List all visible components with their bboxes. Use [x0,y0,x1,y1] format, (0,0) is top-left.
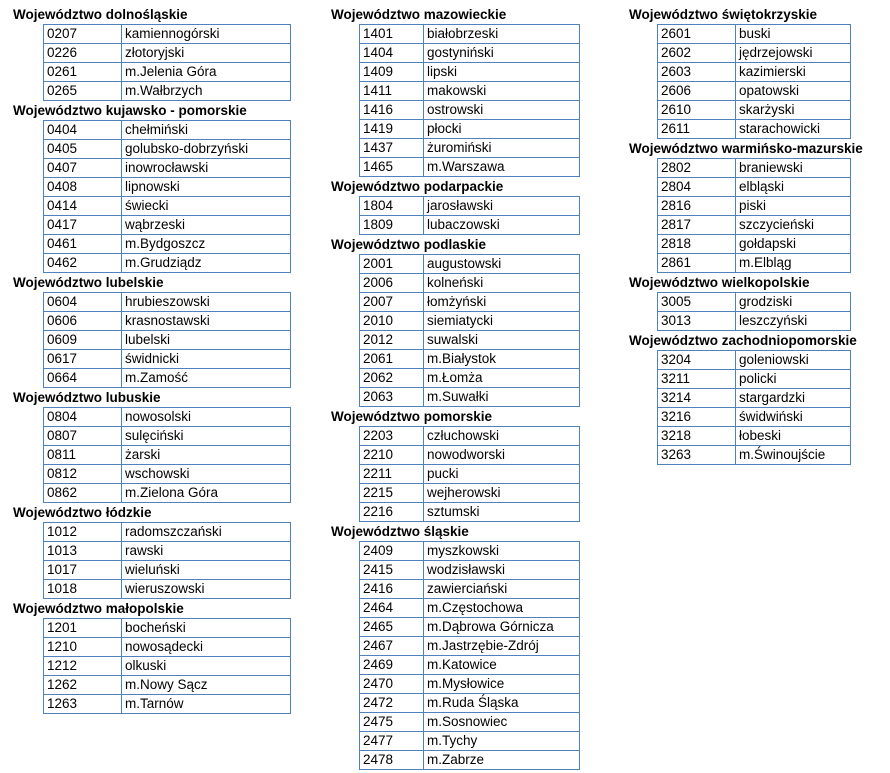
county-code: 1411 [360,82,424,101]
column-3 [629,5,863,465]
county-code: 1018 [44,580,122,599]
county-name: nowosądecki [122,638,291,657]
county-code: 0405 [44,140,122,159]
county-name: człuchowski [427,428,500,443]
table-row [360,120,580,139]
voivodeship-title: Województwo dolnośląskie [13,7,188,22]
table-row [44,159,291,178]
county-name: bocheński [125,620,186,635]
county-name: m.Suwałki [424,388,580,407]
county-code: 2475 [360,713,424,732]
table-row [658,446,851,465]
county-code: 1404 [360,44,424,63]
county-code: 0207 [44,25,122,44]
table-row [360,427,580,446]
table-row [44,197,291,216]
table-row [44,63,291,82]
county-name: kolneński [424,274,580,293]
county-code: 3204 [658,351,736,370]
county-name: świdwiński [736,408,851,427]
table-row [360,216,580,235]
county-table [359,254,580,407]
county-name: lubelski [122,331,291,350]
county-code: 0408 [44,178,122,197]
table-row [360,656,580,675]
table-row [658,120,851,139]
county-name: m.Częstochowa [424,599,580,618]
county-code: 1437 [360,139,424,158]
voivodeship-title: Województwo kujawsko - pomorskie [13,103,247,118]
table-row [44,619,291,638]
county-code: 0461 [44,235,122,254]
county-code: 2211 [360,465,424,484]
county-code: 0862 [44,484,122,503]
county-table [657,158,851,273]
table-row [44,523,291,542]
table-row [360,637,580,656]
county-name: wodzisławski [424,561,580,580]
county-name: m.Białystok [424,350,580,369]
table-row [360,618,580,637]
county-code: 0407 [44,159,122,178]
table-row [658,216,851,235]
table-row [360,446,580,465]
county-code: 2470 [360,675,424,694]
county-code: 2465 [360,618,424,637]
table-row [360,293,580,312]
county-table [43,618,291,714]
table-row [658,159,851,178]
county-table [657,350,851,465]
county-name: myszkowski [427,543,500,558]
county-code: 2210 [360,446,424,465]
county-name: leszczyński [736,312,851,331]
county-name: m.Jelenia Góra [122,63,291,82]
table-row [44,408,291,427]
table-row [360,388,580,407]
county-code: 3013 [658,312,736,331]
table-row [360,732,580,751]
county-table [657,24,851,139]
county-table [43,120,291,273]
county-code: 2611 [658,120,736,139]
county-code: 2610 [658,101,736,120]
county-code: 3211 [658,370,736,389]
table-row [658,312,851,331]
county-name: rawski [122,542,291,561]
county-name: inowrocławski [122,159,291,178]
county-code: 1419 [360,120,424,139]
county-code: 2416 [360,580,424,599]
table-row [360,274,580,293]
county-code: 2477 [360,732,424,751]
county-name: lipski [424,63,580,82]
county-code: 3216 [658,408,736,427]
table-row [658,63,851,82]
county-name: elbląski [736,178,851,197]
county-code: 2467 [360,637,424,656]
county-name: świdnicki [122,350,291,369]
county-code: 1263 [44,695,122,714]
table-row [360,350,580,369]
county-name: m.Zielona Góra [122,484,291,503]
county-code: 2415 [360,561,424,580]
table-row [44,446,291,465]
county-code: 3005 [658,293,736,312]
county-code: 2478 [360,751,424,770]
table-row [360,465,580,484]
county-name: m.Ruda Śląska [424,694,580,713]
county-code: 0226 [44,44,122,63]
voivodeship-title: Województwo lubelskie [13,275,164,290]
table-row [360,484,580,503]
county-code: 2817 [658,216,736,235]
county-code: 0462 [44,254,122,273]
table-row [360,101,580,120]
county-name: hrubieszowski [125,294,210,309]
table-row [360,158,580,177]
county-code: 2216 [360,503,424,522]
table-row [360,139,580,158]
county-table [43,407,291,503]
county-code: 1465 [360,158,424,177]
county-name: żuromiński [424,139,580,158]
county-code: 2602 [658,44,736,63]
county-table [43,292,291,388]
county-name: m.Tychy [424,732,580,751]
table-row [658,254,851,273]
county-name: policki [736,370,851,389]
county-code: 0606 [44,312,122,331]
table-row [44,561,291,580]
table-row [44,369,291,388]
county-code: 1013 [44,542,122,561]
voivodeship-title: Województwo zachodniopomorskie [629,333,857,348]
county-name: łobeski [736,427,851,446]
county-name: m.Łomża [424,369,580,388]
county-code: 1017 [44,561,122,580]
county-code: 0811 [44,446,122,465]
table-row [44,293,291,312]
table-row [360,197,580,216]
table-row [360,713,580,732]
county-code: 1262 [44,676,122,695]
table-row [44,140,291,159]
county-table [359,196,580,235]
county-name: wejherowski [424,484,580,503]
county-name: złotoryjski [122,44,291,63]
voivodeship-title: Województwo warmińsko-mazurskie [629,141,863,156]
table-row [44,178,291,197]
table-row [44,312,291,331]
county-name: jarosławski [427,198,494,213]
table-row [44,121,291,140]
table-row [658,389,851,408]
county-code: 2472 [360,694,424,713]
county-code: 3214 [658,389,736,408]
county-code: 2062 [360,369,424,388]
county-name: szczycieński [736,216,851,235]
table-row [44,350,291,369]
table-row [658,82,851,101]
table-row [360,312,580,331]
table-row [44,25,291,44]
county-code: 1212 [44,657,122,676]
county-name: jędrzejowski [736,44,851,63]
county-name: wieruszowski [122,580,291,599]
voivodeship-title: Województwo podarpackie [331,179,504,194]
county-code: 2469 [360,656,424,675]
table-row [658,178,851,197]
county-name: skarżyski [736,101,851,120]
table-row [658,25,851,44]
table-row [360,751,580,770]
county-name: goleniowski [739,352,809,367]
table-row [360,542,580,561]
county-name: pucki [424,465,580,484]
table-row [360,561,580,580]
table-row [44,427,291,446]
table-row [44,580,291,599]
county-code: 0417 [44,216,122,235]
table-row [658,408,851,427]
county-code: 0404 [44,121,122,140]
county-code: 2203 [360,427,424,446]
county-name: wąbrzeski [122,216,291,235]
county-name: wschowski [122,465,291,484]
table-row [658,44,851,63]
county-code: 2010 [360,312,424,331]
county-name: lubaczowski [424,216,580,235]
table-row [44,331,291,350]
table-row [360,25,580,44]
county-name: opatowski [736,82,851,101]
table-row [44,695,291,714]
county-name: kamiennogórski [125,26,220,41]
county-name: m.Katowice [424,656,580,675]
county-code: 2861 [658,254,736,273]
county-name: lipnowski [122,178,291,197]
table-row [658,101,851,120]
table-row [658,197,851,216]
voivodeship-title: Województwo świętokrzyskie [629,7,818,22]
county-code: 2215 [360,484,424,503]
table-row [44,82,291,101]
county-name: m.Zabrze [424,751,580,770]
county-code: 1012 [44,523,122,542]
table-row [44,254,291,273]
county-name: piski [736,197,851,216]
table-row [360,599,580,618]
county-code: 2464 [360,599,424,618]
county-name: m.Bydgoszcz [122,235,291,254]
county-code: 1201 [44,619,122,638]
table-row [44,235,291,254]
table-row [44,676,291,695]
county-code: 0265 [44,82,122,101]
county-code: 0261 [44,63,122,82]
county-code: 0807 [44,427,122,446]
county-name: płocki [424,120,580,139]
county-name: białobrzeski [427,26,499,41]
county-code: 3218 [658,427,736,446]
county-code: 3263 [658,446,736,465]
county-name: olkuski [122,657,291,676]
county-table [657,292,851,331]
table-row [360,369,580,388]
county-name: starachowicki [736,120,851,139]
county-table [359,426,580,522]
county-code: 2001 [360,255,424,274]
county-name: gołdapski [736,235,851,254]
county-code: 2007 [360,293,424,312]
voivodeship-title: Województwo wielkopolskie [629,275,810,290]
county-name: m.Sosnowiec [424,713,580,732]
county-code: 0604 [44,293,122,312]
county-code: 2606 [658,82,736,101]
county-code: 2818 [658,235,736,254]
table-row [360,82,580,101]
county-code: 0609 [44,331,122,350]
column-2 [331,5,580,770]
county-name: sulęciński [122,427,291,446]
county-code: 2061 [360,350,424,369]
county-table [43,522,291,599]
county-code: 2802 [658,159,736,178]
column-1 [13,5,291,714]
county-code: 1409 [360,63,424,82]
county-code: 1401 [360,25,424,44]
voivodeship-title: Województwo podlaskie [331,237,487,252]
county-name: m.Zamość [122,369,291,388]
county-name: m.Grudziądz [122,254,291,273]
county-name: siemiatycki [424,312,580,331]
county-name: ostrowski [424,101,580,120]
county-code: 2063 [360,388,424,407]
table-row [44,638,291,657]
voivodeship-title: Województwo małopolskie [13,601,184,616]
county-name: nowosolski [125,409,192,424]
county-code: 1210 [44,638,122,657]
voivodeship-title: Województwo łódzkie [13,505,152,520]
voivodeship-title: Województwo śląskie [331,524,469,539]
table-row [360,63,580,82]
county-name: żarski [122,446,291,465]
county-name: kazimierski [736,63,851,82]
county-code: 2804 [658,178,736,197]
table-row [44,465,291,484]
county-name: grodziski [739,294,793,309]
county-code: 2816 [658,197,736,216]
table-row [360,675,580,694]
table-row [44,216,291,235]
county-code: 2006 [360,274,424,293]
county-table [359,24,580,177]
county-name: suwalski [424,331,580,350]
county-name: zawierciański [424,580,580,599]
county-name: buski [739,26,771,41]
county-name: m.Mysłowice [424,675,580,694]
table-row [44,44,291,63]
county-name: chełmiński [125,122,189,137]
table-row [44,484,291,503]
voivodeship-title: Województwo lubuskie [13,390,161,405]
county-name: makowski [424,82,580,101]
table-row [360,44,580,63]
voivodeship-title: Województwo mazowieckie [331,7,507,22]
county-name: m.Tarnów [122,695,291,714]
county-name: świecki [122,197,291,216]
county-name: m.Świnoujście [736,446,851,465]
county-code: 0617 [44,350,122,369]
county-name: m.Elbląg [736,254,851,273]
county-name: sztumski [424,503,580,522]
county-code: 0812 [44,465,122,484]
table-row [44,657,291,676]
county-name: radomszczański [125,524,222,539]
county-code: 0664 [44,369,122,388]
table-row [44,542,291,561]
table-row [658,370,851,389]
county-name: gostyniński [424,44,580,63]
table-row [658,235,851,254]
table-row [658,293,851,312]
county-name: m.Dąbrowa Górnicza [424,618,580,637]
county-code: 0414 [44,197,122,216]
county-code: 2409 [360,542,424,561]
county-code: 2012 [360,331,424,350]
county-name: golubsko-dobrzyński [122,140,291,159]
county-name: krasnostawski [122,312,291,331]
county-name: m.Jastrzębie-Zdrój [424,637,580,656]
table-row [360,255,580,274]
voivodeship-title: Województwo pomorskie [331,409,493,424]
county-code: 2601 [658,25,736,44]
county-code: 0804 [44,408,122,427]
county-name: łomżyński [424,293,580,312]
table-row [658,351,851,370]
table-row [360,694,580,713]
table-row [658,427,851,446]
table-row [360,331,580,350]
table-row [360,580,580,599]
county-code: 1416 [360,101,424,120]
county-code: 1809 [360,216,424,235]
county-table [359,541,580,770]
county-name: augustowski [427,256,502,271]
county-name: wieluński [122,561,291,580]
county-table [43,24,291,101]
county-code: 1804 [360,197,424,216]
county-name: m.Wałbrzych [122,82,291,101]
county-name: m.Nowy Sącz [122,676,291,695]
county-name: stargardzki [736,389,851,408]
county-name: m.Warszawa [424,158,580,177]
table-row [360,503,580,522]
county-name: braniewski [739,160,803,175]
county-name: nowodworski [424,446,580,465]
county-code: 2603 [658,63,736,82]
